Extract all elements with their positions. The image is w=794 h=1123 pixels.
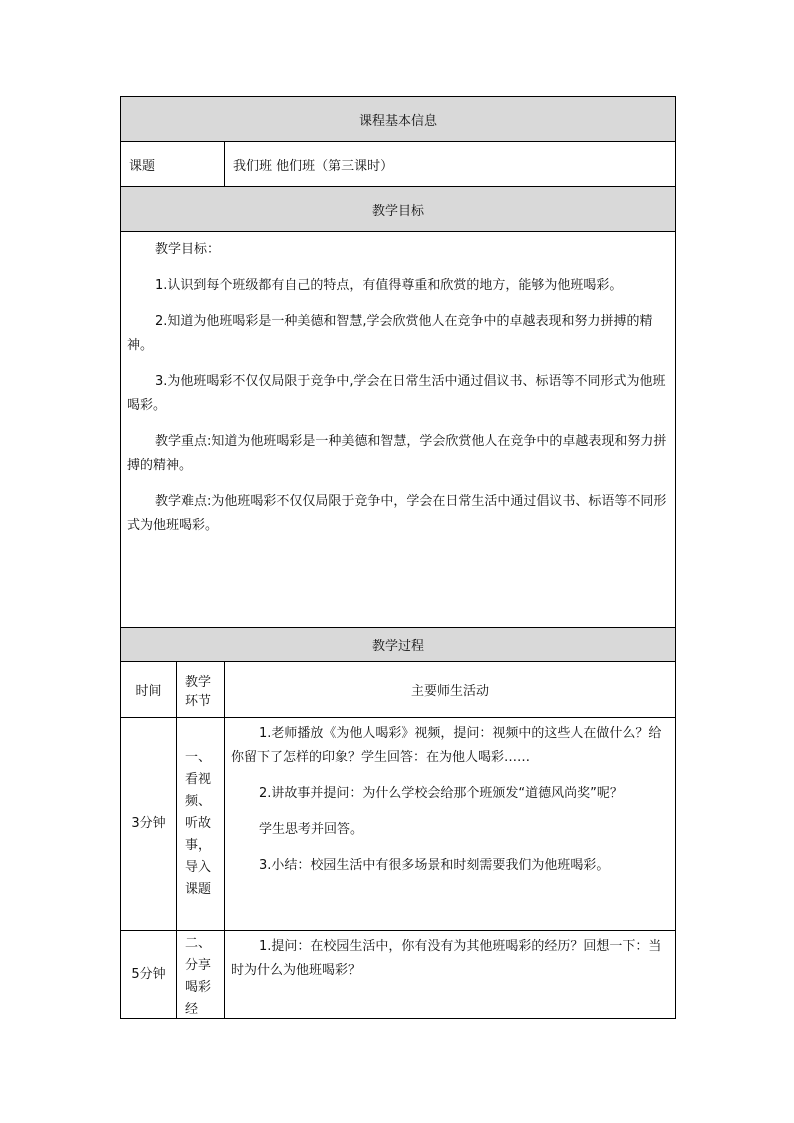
activity-item: 3.小结：校园生活中有很多场景和时刻需要我们为他班喝彩。 bbox=[259, 858, 610, 873]
process-activity-cell bbox=[225, 718, 676, 931]
activity-item: 1.老师播放《为他人喝彩》视频，提问：视频中的这些人在做什么？给你留下了怎样的印象？学生回答：在为他人喝彩…… bbox=[231, 726, 662, 765]
section-header-basic-info bbox=[121, 97, 676, 142]
section-header-process bbox=[121, 628, 676, 662]
goal-item: 1.认识到每个班级都有自己的特点，有值得尊重和欣赏的地方，能够为他班喝彩。 bbox=[155, 278, 623, 293]
activity-item: 1.提问：在校园生活中，你有没有为其他班喝彩的经历？回想一下：当时为什么为他班喝彩？ bbox=[231, 939, 662, 978]
goals-cell bbox=[121, 232, 676, 628]
column-header-stage: 教学环节 bbox=[177, 662, 225, 718]
topic-value-cell bbox=[225, 142, 676, 187]
section-title: 教学目标 bbox=[372, 203, 425, 219]
process-activity-cell bbox=[225, 931, 676, 1019]
process-stage-cell: 一、看视频、听故事，导入课题 bbox=[177, 718, 225, 931]
section-header-goals bbox=[121, 187, 676, 232]
key-point: 教学重点:知道为他班喝彩是一种美德和智慧，学会欣赏他人在竞争中的卓越表现和努力拼搏的精神。 bbox=[127, 434, 667, 473]
goals-intro: 教学目标： bbox=[155, 242, 221, 257]
lesson-plan-table bbox=[120, 96, 676, 1019]
topic-label-cell bbox=[121, 142, 225, 187]
section-title: 教学过程 bbox=[372, 639, 425, 654]
process-time-cell: 3分钟 bbox=[121, 718, 177, 931]
goal-item: 2.知道为他班喝彩是一种美德和智慧,学会欣赏他人在竞争中的卓越表现和努力拼搏的精神。 bbox=[127, 314, 653, 353]
column-header-time: 时间 bbox=[121, 662, 177, 718]
difficulty-point: 教学难点:为他班喝彩不仅仅局限于竞争中，学会在日常生活中通过倡议书、标语等不同形式为他班喝彩。 bbox=[127, 494, 667, 533]
process-row bbox=[121, 718, 676, 931]
process-time-cell: 5分钟 bbox=[121, 931, 177, 1019]
topic-label: 课题 bbox=[129, 158, 156, 174]
topic-value: 我们班 他们班（第三课时） bbox=[233, 158, 394, 174]
goal-item: 3.为他班喝彩不仅仅局限于竞争中,学会在日常生活中通过倡议书、标语等不同形式为他班喝彩。 bbox=[127, 374, 666, 413]
column-header-activity: 主要师生活动 bbox=[225, 662, 676, 718]
activity-item: 学生思考并回答。 bbox=[259, 822, 364, 837]
lesson-plan-page bbox=[120, 96, 675, 1019]
process-row bbox=[121, 931, 676, 1019]
activity-item: 2.讲故事并提问：为什么学校会给那个班颁发“道德风尚奖”呢？ bbox=[259, 786, 623, 801]
section-title: 课程基本信息 bbox=[359, 113, 438, 129]
process-stage-cell: 二、分享喝彩经 bbox=[177, 931, 225, 1019]
